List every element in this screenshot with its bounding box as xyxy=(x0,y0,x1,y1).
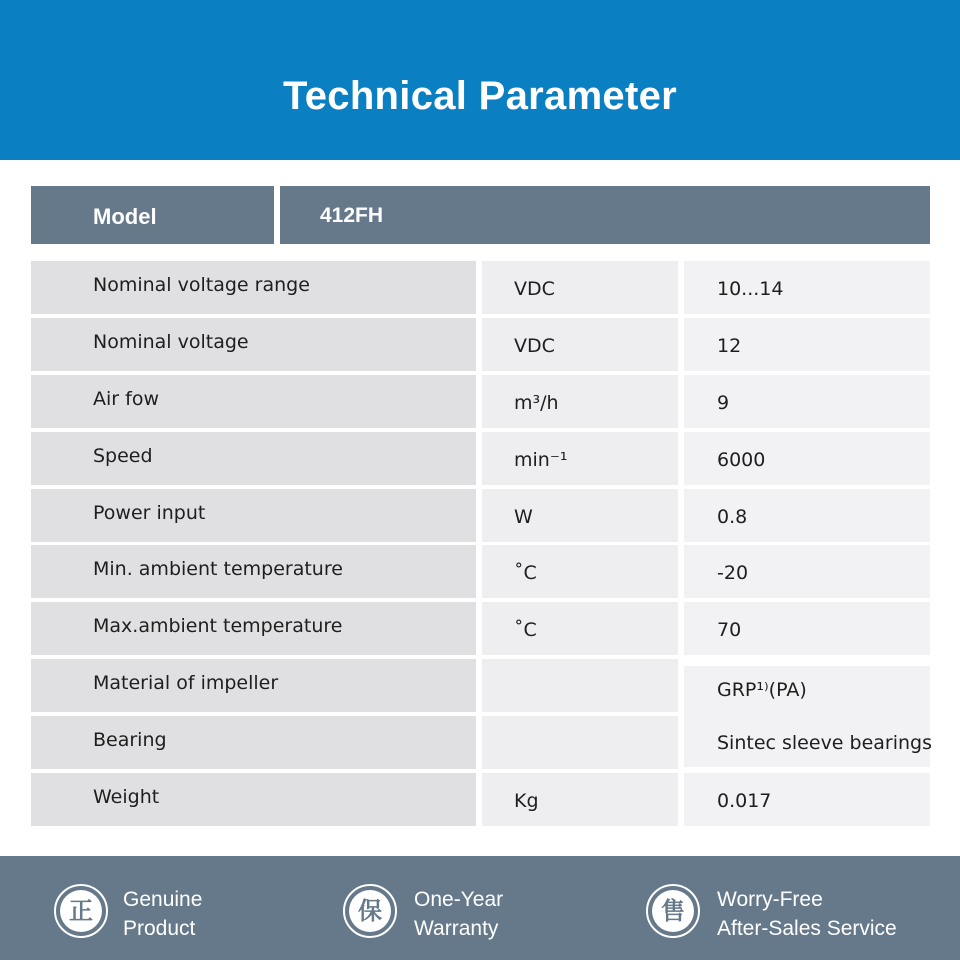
seal-glyph: 正 xyxy=(60,890,102,932)
param-name: Speed xyxy=(93,445,153,467)
unit-cell xyxy=(482,432,678,485)
param-unit: Kg xyxy=(514,790,539,812)
model-value: 412FH xyxy=(320,204,384,227)
param-name: Nominal voltage xyxy=(93,331,249,353)
param-unit: VDC xyxy=(514,335,555,357)
feature-line2: After-Sales Service xyxy=(717,917,897,940)
feature-text xyxy=(717,885,897,943)
footer-banner xyxy=(0,856,960,960)
value-cell xyxy=(684,318,930,371)
param-unit: ˚C xyxy=(514,619,537,641)
param-name: Min. ambient temperature xyxy=(93,558,343,580)
value-cell xyxy=(684,375,930,428)
model-label-cell xyxy=(31,186,274,244)
value-cell xyxy=(684,261,930,314)
param-unit: ˚C xyxy=(514,562,537,584)
unit-cell xyxy=(482,261,678,314)
feature-line1: Genuine xyxy=(123,888,203,911)
unit-cell xyxy=(482,545,678,598)
param-value: Sintec sleeve bearings xyxy=(717,732,933,754)
param-cell xyxy=(31,489,476,542)
value-cell xyxy=(684,489,930,542)
unit-cell xyxy=(482,659,678,712)
param-cell xyxy=(31,261,476,314)
genuine-seal-icon xyxy=(54,884,108,938)
param-unit: m³/h xyxy=(514,392,559,414)
model-label: Model xyxy=(93,204,157,229)
param-cell xyxy=(31,432,476,485)
page-title: Technical Parameter xyxy=(282,74,678,118)
header-banner xyxy=(0,0,960,160)
param-cell xyxy=(31,659,476,712)
warranty-seal-icon xyxy=(343,884,397,938)
unit-cell xyxy=(482,375,678,428)
param-cell xyxy=(31,545,476,598)
param-cell xyxy=(31,375,476,428)
param-value: 10...14 xyxy=(717,278,784,300)
param-cell xyxy=(31,773,476,826)
value-cell xyxy=(684,432,930,485)
value-cell xyxy=(684,602,930,655)
unit-cell xyxy=(482,716,678,769)
param-unit: VDC xyxy=(514,278,555,300)
param-name: Bearing xyxy=(93,729,167,751)
unit-cell xyxy=(482,318,678,371)
param-value: -20 xyxy=(717,562,749,584)
param-cell xyxy=(31,318,476,371)
param-value: 0.017 xyxy=(717,790,772,812)
param-cell xyxy=(31,716,476,769)
param-name: Air fow xyxy=(93,388,159,410)
feature-text xyxy=(123,885,202,943)
param-cell xyxy=(31,602,476,655)
value-cell xyxy=(684,545,930,598)
unit-cell xyxy=(482,602,678,655)
model-value-cell xyxy=(280,186,930,244)
param-name: Max.ambient temperature xyxy=(93,615,343,637)
feature-line2: Product xyxy=(123,917,196,940)
seal-glyph: 保 xyxy=(349,890,391,932)
service-seal-icon xyxy=(646,884,700,938)
value-cell-merged xyxy=(684,666,933,767)
param-value: 0.8 xyxy=(717,506,748,528)
feature-line2: Warranty xyxy=(414,917,499,940)
param-value: 70 xyxy=(717,619,742,641)
unit-cell xyxy=(482,773,678,826)
param-unit: W xyxy=(514,506,533,528)
feature-line1: One-Year xyxy=(414,888,504,911)
feature-line1: Worry-Free xyxy=(717,888,823,911)
param-value: 12 xyxy=(717,335,742,357)
feature-text xyxy=(414,885,503,943)
param-value: 6000 xyxy=(717,449,766,471)
param-value: GRP¹⁾(PA) xyxy=(717,679,807,701)
seal-glyph: 售 xyxy=(652,890,694,932)
param-name: Weight xyxy=(93,786,160,808)
value-cell xyxy=(684,773,930,826)
param-name: Nominal voltage range xyxy=(93,274,310,296)
param-unit: min⁻¹ xyxy=(514,449,568,471)
unit-cell xyxy=(482,489,678,542)
param-name: Material of impeller xyxy=(93,672,279,694)
param-name: Power input xyxy=(93,502,206,524)
param-value: 9 xyxy=(717,392,730,414)
